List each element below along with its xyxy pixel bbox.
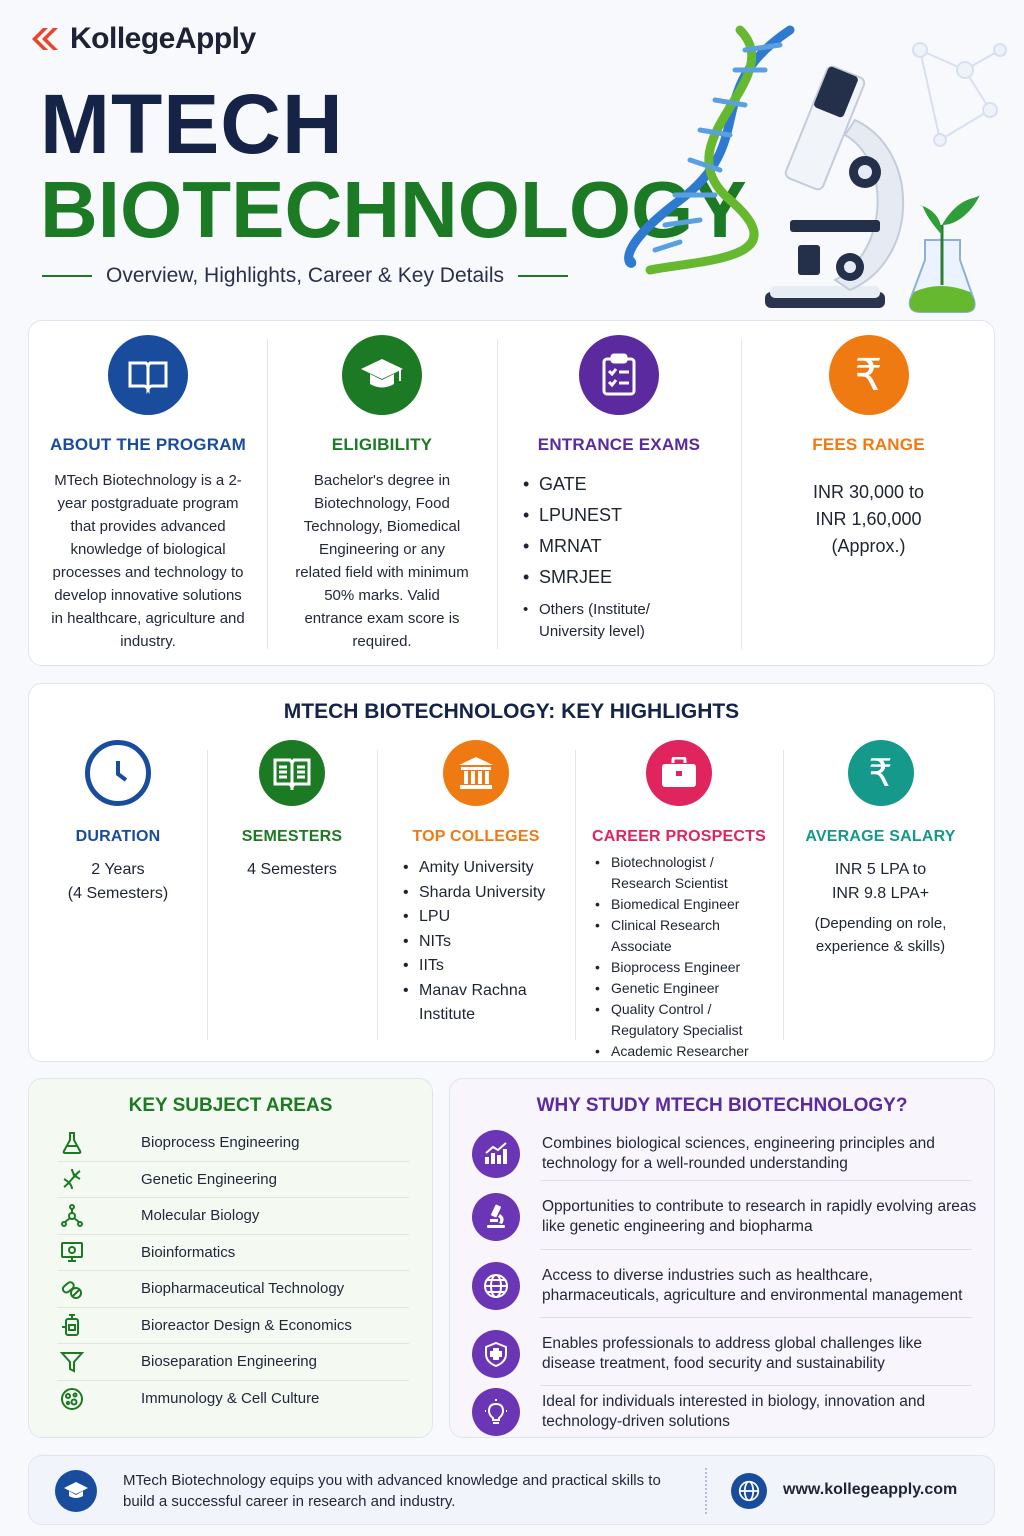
why-text: Ideal for individuals interested in biology, innovation and technology-driven solutions <box>542 1393 926 1430</box>
list-item: • Manav Rachna Institute <box>403 979 543 1028</box>
cell-icon <box>57 1384 87 1414</box>
clipboard-checklist-icon <box>579 335 659 415</box>
list-item: • SMRJEE <box>523 562 741 593</box>
list-item <box>57 1271 409 1308</box>
fees-section <box>741 321 996 665</box>
hero-illustration <box>620 10 1020 320</box>
list-item: • Academic Researcher <box>595 1041 783 1062</box>
list-item: • Genetic Engineer <box>595 978 783 999</box>
eligibility-section <box>267 321 497 665</box>
why-text: Enables professionals to address global challenges like disease treatment, food security and sustainability <box>542 1335 922 1372</box>
fees-line1: INR 30,000 to <box>812 482 925 502</box>
subject-label: Immunology & Cell Culture <box>141 1390 320 1408</box>
list-item: • Clinical Research Associate <box>595 915 745 957</box>
website-link[interactable]: www.kollegeapply.com <box>783 1481 958 1498</box>
list-item <box>57 1344 409 1381</box>
fees-line3: (Approx.) <box>831 536 906 556</box>
semesters-text: 4 Semesters <box>247 861 337 878</box>
why-title: WHY STUDY MTECH BIOTECHNOLOGY? <box>536 1095 908 1116</box>
divider <box>540 1317 972 1318</box>
semesters-heading: SEMESTERS <box>241 828 343 845</box>
fees-text <box>741 479 996 560</box>
growth-chart-icon <box>472 1130 520 1178</box>
list-item <box>57 1198 409 1235</box>
eligibility-text: Bachelor's degree in Biotechnology, Food Technology, Biomedical Engineering or any related field with minimum 50% marks. Valid entrance exam score is required. <box>295 472 469 650</box>
dna-helix-icon <box>629 30 790 270</box>
eligibility-heading: ELIGIBILITY <box>331 435 433 454</box>
why-study-card <box>449 1078 995 1438</box>
careers-list <box>595 852 783 1062</box>
page-subtitle: Overview, Highlights, Career & Key Details <box>106 264 504 287</box>
graduation-cap-icon <box>55 1470 97 1512</box>
shield-icon <box>472 1330 520 1378</box>
list-item <box>472 1185 977 1249</box>
microscope-icon <box>472 1193 520 1241</box>
funnel-icon <box>57 1347 87 1377</box>
dna-icon <box>57 1164 87 1194</box>
list-item: • LPU <box>403 905 575 930</box>
microscope-icon <box>765 65 903 308</box>
salary-heading: AVERAGE SALARY <box>805 828 956 845</box>
globe-icon <box>472 1262 520 1310</box>
institution-icon <box>443 740 509 806</box>
bioreactor-icon <box>57 1310 87 1340</box>
list-item: • Amity University <box>403 856 575 881</box>
globe-icon <box>731 1473 767 1509</box>
subject-label: Biopharmaceutical Technology <box>141 1280 345 1298</box>
page-title-line2: BIOTECHNOLOGY <box>40 165 747 254</box>
divider <box>540 1180 972 1181</box>
list-item: • NITs <box>403 930 575 955</box>
duration-text <box>29 858 207 906</box>
about-text: MTech Biotechnology is a 2-year postgraduate program that provides advanced knowledge of biological processes and technology to develop innovative solutions in healthcare, agriculture and industry. <box>51 472 245 650</box>
highlights-card <box>28 683 995 1062</box>
duration-heading: DURATION <box>75 828 161 845</box>
rupee-icon: ₹ <box>848 740 914 806</box>
duration-value: 2 Years <box>91 861 145 878</box>
subject-label: Molecular Biology <box>141 1207 260 1225</box>
plant-flask-icon <box>910 195 980 312</box>
list-item: • MRNAT <box>523 531 741 562</box>
brand-logo[interactable] <box>28 22 256 56</box>
list-item: • Sharda University <box>403 881 575 906</box>
subtitle-row <box>42 264 568 288</box>
molecule-icon <box>57 1201 87 1231</box>
flask-icon <box>57 1128 87 1158</box>
list-item: • Bioprocess Engineer <box>595 957 783 978</box>
list-item <box>57 1381 409 1418</box>
salary-line2: INR 9.8 LPA+ <box>831 885 930 902</box>
colleges-section <box>377 740 575 1028</box>
exams-note: • Others (Institute/ University level) <box>523 599 703 643</box>
fees-heading: FEES RANGE <box>812 435 925 454</box>
why-text: Access to diverse industries such as healthcare, pharmaceuticals, agriculture and environmental management <box>542 1267 963 1304</box>
why-text: Combines biological sciences, engineering principles and technology for a well-rounded understanding <box>542 1135 935 1172</box>
list-item: • LPUNEST <box>523 500 741 531</box>
exams-section <box>497 321 741 665</box>
colleges-heading: TOP COLLEGES <box>412 828 540 845</box>
briefcase-icon <box>646 740 712 806</box>
list-item: • Biomedical Engineer <box>595 894 783 915</box>
divider <box>540 1249 972 1250</box>
page-title-line1: MTECH <box>40 77 344 171</box>
overview-card <box>28 320 995 666</box>
list-item <box>57 1308 409 1345</box>
careers-section <box>575 740 783 1062</box>
divider <box>705 1468 707 1514</box>
open-book-icon <box>259 740 325 806</box>
salary-line1: INR 5 LPA to <box>834 861 927 878</box>
list-item <box>472 1131 977 1177</box>
molecule-graphic-icon <box>913 43 1006 146</box>
colleges-list <box>403 856 575 1028</box>
subject-label: Bioreactor Design & Economics <box>141 1316 352 1334</box>
subject-label: Bioseparation Engineering <box>141 1353 317 1371</box>
exams-list <box>523 469 741 593</box>
list-item <box>472 1389 977 1435</box>
list-item <box>57 1235 409 1272</box>
monitor-icon <box>57 1237 87 1267</box>
logo-mark-icon <box>28 22 62 56</box>
list-item: • Quality Control / Regulatory Specialist <box>595 999 765 1041</box>
list-item: • GATE <box>523 469 741 500</box>
lightbulb-icon <box>472 1388 520 1436</box>
about-section <box>29 321 267 665</box>
rupee-icon: ₹ <box>829 335 909 415</box>
careers-heading: CAREER PROSPECTS <box>592 828 766 845</box>
about-heading: ABOUT THE PROGRAM <box>49 435 247 454</box>
pills-icon <box>57 1274 87 1304</box>
highlights-title: MTECH BIOTECHNOLOGY: KEY HIGHLIGHTS <box>283 700 740 723</box>
subjects-card <box>28 1078 433 1438</box>
subject-label: Bioprocess Engineering <box>141 1134 300 1152</box>
divider <box>518 275 568 277</box>
book-icon <box>108 335 188 415</box>
footer-text: MTech Biotechnology equips you with advanced knowledge and practical skills to build a successful career in research and industry. <box>123 1472 661 1510</box>
list-item: • IITs <box>403 954 575 979</box>
divider <box>42 275 92 277</box>
semesters-section <box>207 740 377 882</box>
why-text: Opportunities to contribute to research in rapidly evolving areas like genetic engineering and biopharma <box>542 1198 977 1235</box>
subject-label: Genetic Engineering <box>141 1170 277 1188</box>
subjects-title: KEY SUBJECT AREAS <box>128 1095 333 1116</box>
footer-banner <box>28 1455 995 1525</box>
list-item <box>57 1125 409 1162</box>
salary-note: (Depending on role, experience & skills) <box>814 915 947 955</box>
graduation-cap-icon <box>342 335 422 415</box>
fees-line2: INR 1,60,000 <box>815 509 922 529</box>
divider <box>540 1385 972 1386</box>
duration-note: (4 Semesters) <box>67 885 169 902</box>
clock-icon <box>85 740 151 806</box>
list-item <box>472 1254 977 1318</box>
list-item: • Biotechnologist / Research Scientist <box>595 852 745 894</box>
list-item <box>472 1322 977 1386</box>
exams-heading: ENTRANCE EXAMS <box>537 435 701 454</box>
subject-label: Bioinformatics <box>141 1243 236 1261</box>
brand-name: KollegeApply <box>70 22 256 55</box>
salary-section <box>783 740 978 958</box>
list-item <box>57 1162 409 1199</box>
duration-section <box>29 740 207 906</box>
salary-text <box>783 858 978 906</box>
